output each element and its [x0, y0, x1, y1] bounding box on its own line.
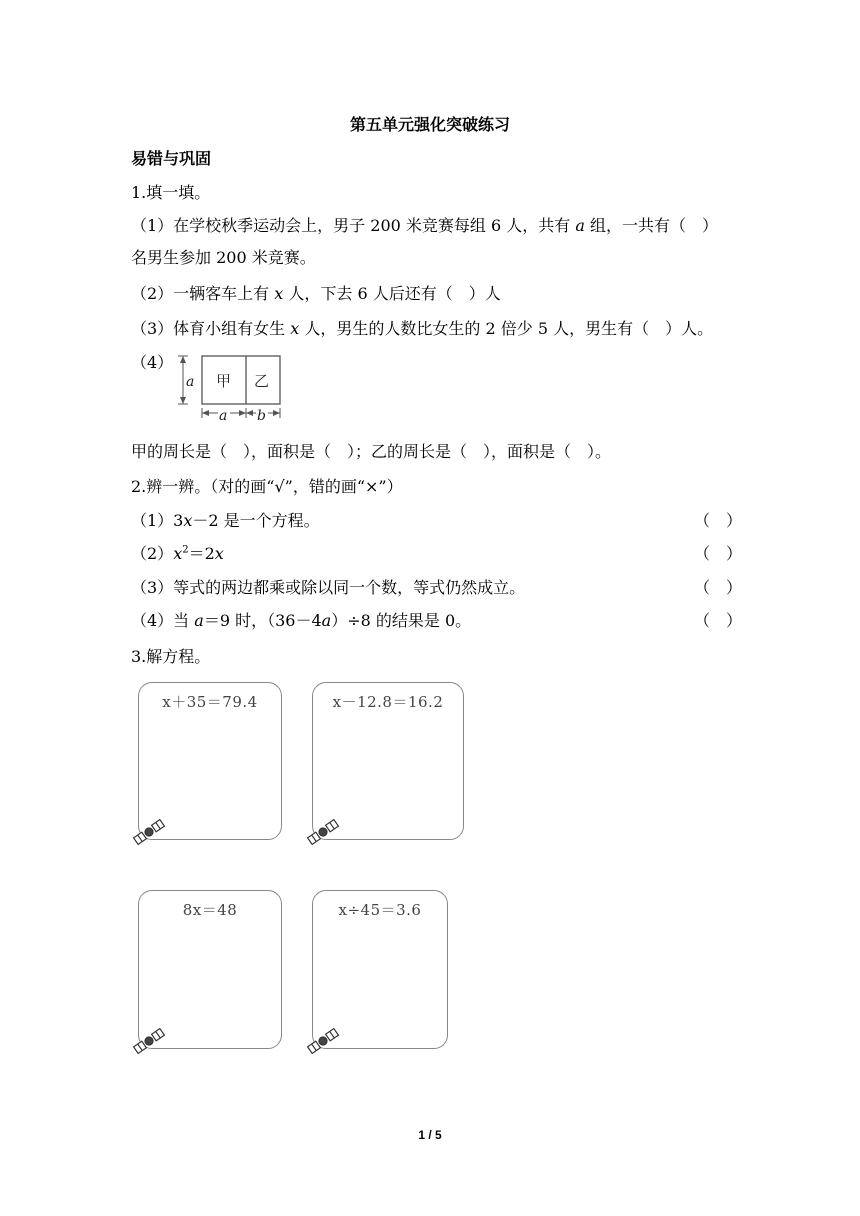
equation-box-3[interactable]	[138, 890, 282, 1049]
q2-answer-paren-4[interactable]: （ ）	[694, 611, 743, 630]
q1-item-4-text: 甲的周长是（ ），面积是（ ）；乙的周长是（ ），面积是（ ）。	[131, 442, 612, 461]
q2-answer-paren-2[interactable]: （ ）	[694, 544, 743, 563]
side-a-label: a	[186, 374, 195, 390]
q2-heading: 2.辨一辨。（对的画“√”，错的画“×”）	[131, 477, 403, 496]
q1-item-2: （2）一辆客车上有 x 人，下去 6 人后还有（ ）人	[131, 284, 501, 303]
q2-item-2: $(2)x^2=2x$	[131, 544, 224, 563]
equation-box-4[interactable]	[312, 890, 448, 1049]
section-heading: 易错与巩固	[131, 149, 212, 168]
q3-heading: 3.解方程。	[131, 647, 211, 666]
jia-label: 甲	[216, 372, 232, 390]
equation-box-2[interactable]	[312, 682, 464, 840]
q2-answer-paren-1[interactable]: （ ）	[694, 511, 743, 530]
bottom-a-label: a	[219, 408, 228, 424]
q2-item-4: （4）当 a＝9 时，（36－4a）÷8 的结果是 0。	[131, 611, 472, 630]
rectangle-diagram	[174, 352, 286, 424]
q1-heading: 1.填一填。	[131, 183, 211, 202]
page-number: 1 / 5	[418, 1128, 442, 1142]
q1-item-4-label: （4）	[131, 353, 174, 372]
equation-2: x－12.8＝16.2	[332, 693, 444, 711]
yi-label: 乙	[254, 372, 270, 390]
q2-item-3: （3）等式的两边都乘或除以同一个数，等式仍然成立。	[131, 578, 526, 597]
equation-1: x＋35＝79.4	[162, 693, 258, 711]
q2-item-1: （1）3x－2 是一个方程。	[131, 511, 320, 530]
q2-answer-paren-3[interactable]: （ ）	[694, 578, 743, 597]
satellite-icon	[306, 818, 340, 846]
q1-item-1: （1）在学校秋季运动会上，男子 200 米竞赛每组 6 人，共有 a 组，一共有（ ）	[131, 216, 718, 235]
satellite-icon	[306, 1027, 340, 1055]
equation-4: x÷45＝3.6	[338, 901, 422, 919]
bottom-b-label: b	[257, 408, 266, 424]
equation-box-1[interactable]	[138, 682, 282, 840]
q1-item-1-cont: 名男生参加 200 米竞赛。	[131, 248, 316, 267]
page-title: 第五单元强化突破练习	[349, 115, 510, 134]
q1-item-3: （3）体育小组有女生 x 人，男生的人数比女生的 2 倍少 5 人，男生有（ ）人。	[131, 319, 714, 338]
satellite-icon	[132, 1027, 166, 1055]
equation-3: 8x＝48	[182, 901, 238, 919]
satellite-icon	[132, 818, 166, 846]
